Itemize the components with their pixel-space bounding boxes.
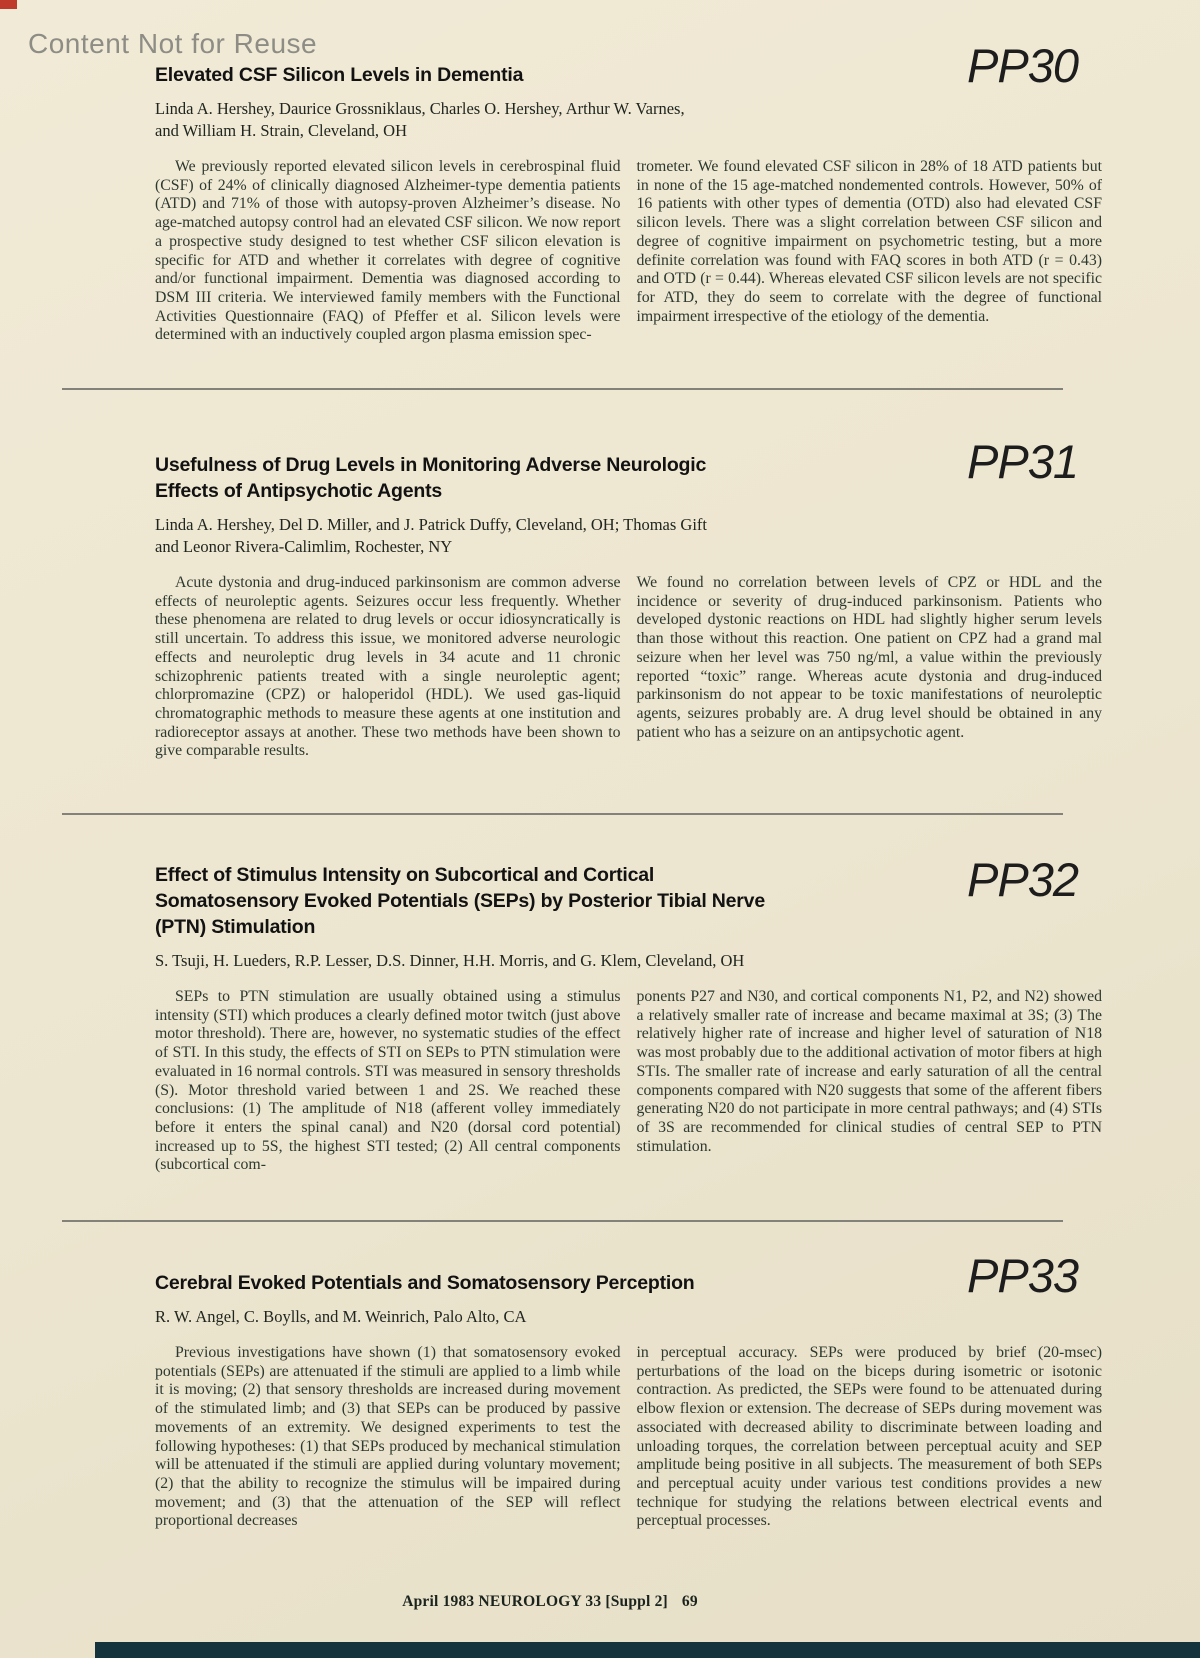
- body-text: Acute dystonia and drug-induced parkinsonism are common adverse effects of neuroleptic agents. Seizures occur less frequently. Whether these phenomena are related to drug levels or occur idiosyncratically is still uncertain. To address this issue, we monitored adverse neurologic effects and neuroleptic drug levels in 34 acute and 11 chronic schizophrenic patients treated with a single neuroleptic agent; chlorpromazine (CPZ) or haloperidol (HDL). We used gas-liquid chromatographic methods to measure these agents at one institution and radioreceptor assays at another. These two methods have been shown to give comparable results.: [155, 574, 621, 760]
- abstract-title: [155, 862, 945, 940]
- authors-line: S. Tsuji, H. Lueders, R.P. Lesser, D.S. Dinner, H.H. Morris, and G. Klem, Cleveland, OH: [155, 951, 745, 970]
- body-column-left: [155, 988, 621, 1175]
- body-text: Previous investigations have shown (1) that somatosensory evoked potentials (SEPs) are attenuated if the stimuli are applied to a limb while it is moving; (2) that sensory thresholds are increased during movement of the stimulated limb; and (3) that SEPs can be produced by passive movements of an extremity. We designed experiments to test the following hypotheses: (1) that SEPs produced by mechanical stimulation will be attenuated if the stimuli are applied during voluntary movement; (2) that the ability to recognize the stimulus will be impaired during movement; and (3) that the attenuation of the SEP will reflect proportional decreases: [155, 1344, 621, 1530]
- title-line: Elevated CSF Silicon Levels in Dementia: [155, 64, 524, 86]
- abstract-pp31: [155, 435, 1102, 761]
- abstract-code: PP33: [967, 1249, 1078, 1302]
- body-column-right: [637, 1344, 1103, 1531]
- body-column-right: [637, 988, 1103, 1175]
- title-line: Effects of Antipsychotic Agents: [155, 480, 443, 502]
- authors-line: R. W. Angel, C. Boylls, and M. Weinrich, Palo Alto, CA: [155, 1307, 527, 1326]
- page-footer: [0, 1593, 1100, 1611]
- authors-line: and William H. Strain, Cleveland, OH: [155, 121, 407, 140]
- abstract-authors: [155, 1306, 1102, 1328]
- body-text: SEPs to PTN stimulation are usually obtained using a stimulus intensity (STI) which produces a clearly defined motor twitch (just above motor threshold). There are, however, no systematic studies of the effect of STI. In this study, the effects of STI on SEPs to PTN stimulation were evaluated in 16 normal controls. STI was measured in sensory thresholds (S). Motor threshold varied between 1 and 2S. We reached these conclusions: (1) The amplitude of N18 (afferent volley immediately before it enters the spinal canal) and N20 (dorsal cord potential) increased up to 5S, the highest STI tested; (2) All central components (subcortical com-: [155, 988, 621, 1174]
- title-line: Somatosensory Evoked Potentials (SEPs) by Posterior Tibial Nerve: [155, 890, 765, 912]
- section-divider: [62, 813, 1063, 815]
- title-line: Usefulness of Drug Levels in Monitoring Adverse Neurologic: [155, 454, 707, 476]
- abstract-title: [155, 1270, 945, 1296]
- abstract-pp32: [155, 853, 1102, 1175]
- abstract-body: [155, 988, 1102, 1175]
- journal-citation: April 1983 NEUROLOGY 33 [Suppl 2]: [402, 1593, 668, 1610]
- abstract-title: [155, 452, 945, 504]
- body-column-right: [637, 158, 1103, 345]
- watermark-text: Content Not for Reuse: [28, 28, 318, 59]
- authors-line: Linda A. Hershey, Del D. Miller, and J. Patrick Duffy, Cleveland, OH; Thomas Gift: [155, 515, 707, 534]
- body-text: We previously reported elevated silicon levels in cerebrospinal fluid (CSF) of 24% of clinically diagnosed Alzheimer-type dementia patients (ATD) and 71% of those with autopsy-proven Alzheimer’s disease. No age-matched autopsy control had an elevated CSF silicon. We now report a prospective study designed to test whether CSF silicon elevation is specific for ATD and whether it correlates with degree of cognitive and/or functional impairment. Dementia was diagnosed according to DSM III criteria. We interviewed family members with the Functional Activities Questionnaire (FAQ) of Pfeffer et al. Silicon levels were determined with an inductively coupled argon plasma emission spec-: [155, 158, 621, 344]
- abstract-authors: [155, 98, 1102, 142]
- title-line: Cerebral Evoked Potentials and Somatosensory Perception: [155, 1272, 695, 1294]
- abstract-body: [155, 158, 1102, 345]
- authors-line: Linda A. Hershey, Daurice Grossniklaus, Charles O. Hershey, Arthur W. Varnes,: [155, 99, 685, 118]
- authors-line: and Leonor Rivera-Calimlim, Rochester, NY: [155, 537, 453, 556]
- abstract-body: [155, 574, 1102, 761]
- abstract-code: PP31: [967, 435, 1078, 488]
- abstract-title: [155, 62, 945, 88]
- page-number: 69: [681, 1593, 698, 1610]
- body-column-right: [637, 574, 1103, 761]
- section-divider: [62, 388, 1063, 390]
- body-column-left: [155, 158, 621, 345]
- abstract-code: PP30: [967, 39, 1078, 92]
- body-text: in perceptual accuracy. SEPs were produced by brief (20-msec) perturbations of the load on the biceps during isometric or isotonic contraction. As predicted, the SEPs were found to be attenuated during elbow flexion or extension. The decrease of SEPs during movement was associated with decreased ability to discriminate between loading and unloading torques, the correlation between perceptual acuity and SEP amplitude being positive in all subjects. The measurement of both SEPs and perceptual acuity under various test conditions provides a new technique for studying the relations between electrical events and perceptual processes.: [636, 1344, 1102, 1530]
- body-column-left: [155, 1344, 621, 1531]
- abstract-authors: [155, 950, 1102, 972]
- abstract-code: PP32: [967, 853, 1078, 906]
- title-line: (PTN) Stimulation: [155, 916, 316, 938]
- body-text: trometer. We found elevated CSF silicon in 28% of 18 ATD patients but in none of the 15 age-matched nondemented controls. However, 50% of 16 patients with other types of dementia (OTD) also had elevated CSF silicon levels. There was a slight correlation between CSF silicon and degree of cognitive impairment on psychometric testing, but a more definite correlation was found with FAQ scores in both ATD (r = 0.43) and OTD (r = 0.44). Whereas elevated CSF silicon levels are not specific for ATD, they do seem to correlate with the degree of functional impairment irrespective of the etiology of the dementia.: [636, 158, 1102, 325]
- body-text: ponents P27 and N30, and cortical components N1, P2, and N2) showed a relatively smaller rate of increase and became maximal at 3S; (3) The relatively higher rate of increase and higher level of saturation of N18 was most probably due to the additional activation of motor fibers at high STIs. The smaller rate of increase and early saturation of all the central components compared with N20 suggests that some of the afferent fibers generating N20 do not participate in more central pathways; and (4) STIs of 3S are recommended for clinical studies of central SEP to PTN stimulation.: [636, 988, 1102, 1155]
- body-text: We found no correlation between levels of CPZ or HDL and the incidence or severity of drug-induced parkinsonism. Patients who developed dystonic reactions on HDL had slightly higher serum levels than those without this reaction. One patient on CPZ had a grand mal seizure when her level was 750 ng/ml, a value within the previously reported “toxic” range. Whereas acute dystonia and drug-induced parkinsonism do not appear to be toxic manifestations of neuroleptic agents, seizures probably are. A drug level should be obtained in any patient who has a seizure on an antipsychotic agent.: [636, 574, 1102, 741]
- abstract-pp30: [155, 39, 1102, 345]
- abstract-pp33: [155, 1249, 1102, 1531]
- abstract-authors: [155, 514, 1102, 558]
- section-divider: [62, 1220, 1063, 1222]
- abstract-body: [155, 1344, 1102, 1531]
- title-line: Effect of Stimulus Intensity on Subcortical and Cortical: [155, 864, 655, 886]
- red-corner-mark: [0, 0, 17, 9]
- body-column-left: [155, 574, 621, 761]
- bottom-scan-bar: [95, 1642, 1200, 1658]
